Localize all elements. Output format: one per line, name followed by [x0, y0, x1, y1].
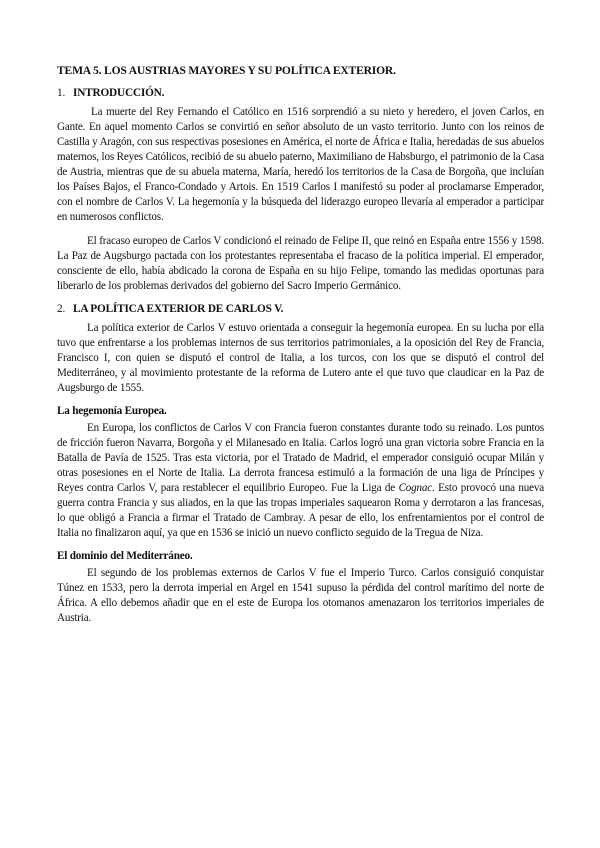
- subsection-heading-mediterraneo: El dominio del Mediterráneo.: [57, 550, 193, 562]
- section-heading-politica-exterior: [57, 303, 544, 315]
- section-number: 2.: [57, 303, 66, 315]
- italic-text: Cognac: [398, 482, 433, 494]
- paragraph: La política exterior de Carlos V estuvo orientada a conseguir la hegemonía europea. En su lucha por ella tuvo que enfrentarse a los problemas internos de sus territorios patrimoniales, a la oposición del Rey de Francia, Francisco I, con quien se disputó el control de Italia, a los turcos, con los que se disputó el control del Mediterráneo, y al movimiento protestante de la reforma de Lutero ante el que tuvo que claudicar en la Paz de Augsburgo de 1555.: [57, 322, 544, 394]
- document-page: [57, 64, 544, 635]
- subsection-heading-hegemonia: La hegemonía Europea.: [57, 405, 167, 417]
- text-run: . Esto provocó una nueva guerra contra Francia y sus aliados, en la que las tropas imperiales saquearon Roma y derrotaron a las francesas, lo que obligó a Francia a firmar el Tratado de Cambray. A pesar de ello, los enfrentamientos por el control de Italia no finalizaron aquí, ya que en 1536 se inició un nuevo conflicto seguido de la Tregua de Niza.: [57, 482, 544, 539]
- paragraph: La muerte del Rey Fernando el Católico en 1516 sorprendió a su nieto y heredero, el joven Carlos, en Gante. En aquel momento Carlos se convirtió en señor absoluto de un vasto territorio. Junto con los reinos de Castilla y Aragón, con sus respectivas posesiones en América, el norte de África e Italia, heredadas de sus abuelos maternos, los Reyes Católicos, recibió de su abuelo paterno, Maximiliano de Habsburgo, el patrimonio de la Casa de Austria, mientras que de su abuela materna, María, heredó los territorios de la Casa de Borgoña, que incluían los Países Bajos, el Franco-Condado y Artois. En 1519 Carlos I manifestó su poder al proclamarse Emperador, con el nombre de Carlos V. La hegemonía y la búsqueda del liderazgo europeo llevaría al emperador a participar en numerosos conflictos.: [57, 106, 544, 223]
- paragraph: El segundo de los problemas externos de Carlos V fue el Imperio Turco. Carlos consiguió conquistar Túnez en 1533, pero la derrota imperial en Argel en 1541 supuso la pérdida del control marítimo del norte de África. A ello debemos añadir que en el este de Europa los otomanos amenazaron los territorios imperiales de Austria.: [57, 567, 544, 624]
- section-title: LA POLÍTICA EXTERIOR DE CARLOS V.: [73, 303, 284, 315]
- section-title: INTRODUCCIÓN.: [73, 87, 165, 99]
- document-title: TEMA 5. LOS AUSTRIAS MAYORES Y SU POLÍTICA EXTERIOR.: [57, 64, 396, 77]
- text-run: En Europa, los conflictos de Carlos V con Francia fueron constantes durante todo su reinado. Los puntos de fricción fueron Navarra, Borgoña y el Milanesado en Italia. Carlos logró una gran victoria sobre Francia en la Batalla de Pavía de 1525. Tras esta victoria, por el Tratado de Madrid, el emperador consiguió ocupar Milán y otras posesiones en el Norte de Italia. La derrota francesa estimuló a la formación de una liga de Príncipes y Reyes contra Carlos V, para restablecer el equilibrio Europeo. Fue la Liga de: [57, 422, 544, 494]
- paragraph: El fracaso europeo de Carlos V condicionó el reinado de Felipe II, que reinó en España entre 1556 y 1598. La Paz de Augsburgo pactada con los protestantes representaba el fracaso de la política imperial. El emperador, consciente de ello, había abdicado la corona de España en su hijo Felipe, tomando las medidas oportunas para liberarlo de los problemas derivados del gobierno del Sacro Imperio Germánico.: [57, 235, 544, 292]
- paragraph: [57, 421, 544, 541]
- section-number: 1.: [57, 87, 66, 99]
- section-heading-introduccion: [57, 87, 544, 99]
